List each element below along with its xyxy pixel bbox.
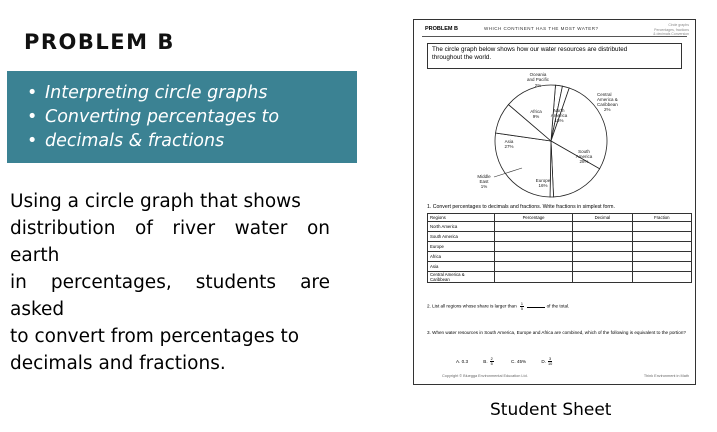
answer-cell[interactable] bbox=[573, 242, 632, 252]
svg-text:Oceania: Oceania bbox=[529, 72, 547, 77]
answer-cell[interactable] bbox=[632, 252, 691, 262]
student-sheet-caption: Student Sheet bbox=[490, 400, 612, 420]
objective-item-continued: • decimals & fractions bbox=[45, 129, 357, 153]
option-a[interactable]: A. 0.3 bbox=[456, 358, 469, 364]
description-line: in percentages, students are asked bbox=[10, 272, 330, 320]
region-line: Caribbean bbox=[430, 277, 450, 282]
table-row bbox=[428, 272, 692, 283]
pie-label-central-america bbox=[597, 92, 618, 112]
pie-chart bbox=[414, 20, 697, 204]
table-row bbox=[428, 262, 692, 272]
answer-cell[interactable] bbox=[495, 222, 573, 232]
problem-title: PROBLEM B bbox=[24, 30, 175, 54]
svg-text:9%: 9% bbox=[532, 114, 540, 119]
sheet-header-question: WHICH CONTINENT HAS THE MOST WATER? bbox=[484, 26, 599, 31]
description-line: Using a circle graph that shows bbox=[10, 191, 301, 212]
svg-text:27%: 27% bbox=[504, 144, 514, 149]
option-d[interactable]: D. $\frac{3}{10}$ bbox=[541, 357, 553, 366]
sheet-footer-tagline: Think Environment in Math bbox=[643, 374, 689, 378]
svg-text:America &: America & bbox=[597, 97, 618, 102]
svg-text:2%: 2% bbox=[604, 107, 611, 112]
answer-cell[interactable] bbox=[495, 272, 573, 283]
region-cell: North America bbox=[428, 222, 495, 232]
svg-text:North: North bbox=[553, 108, 565, 113]
svg-text:and Pacific: and Pacific bbox=[526, 77, 550, 82]
col-header: Percentage bbox=[495, 214, 573, 222]
answer-cell[interactable] bbox=[632, 262, 691, 272]
svg-text:America: America bbox=[575, 154, 593, 159]
svg-text:Central: Central bbox=[597, 92, 612, 97]
svg-text:Europe: Europe bbox=[535, 178, 551, 183]
description-line: decimals and fractions. bbox=[10, 353, 226, 374]
conversion-table bbox=[427, 213, 692, 283]
sheet-copyright: Copyright © Bluegga Environmental Education Ltd. bbox=[442, 374, 528, 378]
sheet-header-title: PROBLEM B bbox=[425, 26, 458, 32]
answer-cell[interactable] bbox=[632, 272, 691, 283]
objective-item: • Converting percentages to bbox=[45, 105, 357, 129]
q2-text: 2. List all regions whose share is larger than bbox=[427, 303, 517, 309]
answer-cell[interactable] bbox=[632, 242, 691, 252]
answer-cell[interactable] bbox=[632, 222, 691, 232]
region-line: Central America & bbox=[430, 272, 465, 277]
answer-cell[interactable] bbox=[495, 232, 573, 242]
col-header: Decimal bbox=[573, 214, 632, 222]
q2-text-end: of the total. bbox=[546, 303, 570, 309]
q2-answer-blank[interactable] bbox=[527, 307, 545, 308]
answer-cell[interactable] bbox=[573, 262, 632, 272]
topic-line: Percentages, fractions bbox=[654, 27, 689, 32]
answer-cell[interactable] bbox=[495, 242, 573, 252]
region-cell bbox=[428, 272, 495, 283]
svg-text:15%: 15% bbox=[554, 118, 564, 123]
svg-text:Caribbean: Caribbean bbox=[597, 102, 618, 107]
svg-text:2%: 2% bbox=[534, 83, 542, 88]
intro-line: The circle graph below shows how our water resources are distributed bbox=[432, 46, 628, 53]
col-header: Fraction bbox=[632, 214, 691, 222]
table-row bbox=[428, 232, 692, 242]
svg-text:East: East bbox=[479, 179, 489, 184]
intro-line: throughout the world. bbox=[432, 54, 492, 61]
topic-line: & decimals Conversion bbox=[653, 32, 689, 36]
objective-item: • Interpreting circle graphs bbox=[45, 81, 357, 105]
question-2 bbox=[427, 302, 569, 311]
answer-cell[interactable] bbox=[632, 232, 691, 242]
svg-text:28%: 28% bbox=[579, 159, 589, 164]
region-cell: Africa bbox=[428, 252, 495, 262]
region-cell: Asia bbox=[428, 262, 495, 272]
objectives-list bbox=[27, 81, 357, 153]
pie-label-asia bbox=[504, 139, 513, 149]
pie-label-middle-east bbox=[477, 174, 491, 189]
option-c[interactable]: C. 45% bbox=[511, 358, 527, 364]
answer-cell[interactable] bbox=[573, 232, 632, 242]
table-row bbox=[428, 252, 692, 262]
answer-cell[interactable] bbox=[573, 252, 632, 262]
description-line: to convert from percentages to bbox=[10, 326, 300, 347]
problem-description bbox=[10, 188, 330, 377]
svg-text:16%: 16% bbox=[538, 183, 548, 188]
region-cell: South America bbox=[428, 232, 495, 242]
region-cell: Europe bbox=[428, 242, 495, 252]
topic-line: Circle graphs bbox=[668, 23, 689, 27]
table-header-row bbox=[428, 214, 692, 222]
answer-cell[interactable] bbox=[495, 252, 573, 262]
svg-text:Africa: Africa bbox=[530, 109, 542, 114]
answer-cell[interactable] bbox=[573, 272, 632, 283]
question-1: 1. Convert percentages to decimals and fractions. Write fractions in simplest form. bbox=[427, 204, 615, 210]
svg-text:Asia: Asia bbox=[504, 139, 514, 144]
question-3: 3. When water resources in South America, Europe and Africa are combined, which of the following is equivalent to the portion? bbox=[427, 330, 686, 335]
option-b[interactable]: B. $\frac{2}{5}$ bbox=[483, 357, 493, 366]
objectives-box bbox=[7, 71, 357, 163]
svg-text:South: South bbox=[578, 149, 590, 154]
answer-cell[interactable] bbox=[495, 262, 573, 272]
svg-text:America: America bbox=[550, 113, 568, 118]
table-row bbox=[428, 242, 692, 252]
svg-text:1%: 1% bbox=[480, 184, 488, 189]
svg-text:Middle: Middle bbox=[477, 174, 491, 179]
col-header: Regions bbox=[428, 214, 495, 222]
q2-fraction: $\frac{1}{5}$ bbox=[520, 302, 524, 311]
table-row bbox=[428, 222, 692, 232]
description-line: distribution of river water on earth bbox=[10, 218, 330, 266]
answer-cell[interactable] bbox=[573, 222, 632, 232]
student-sheet bbox=[413, 19, 696, 385]
answer-options bbox=[456, 357, 568, 366]
